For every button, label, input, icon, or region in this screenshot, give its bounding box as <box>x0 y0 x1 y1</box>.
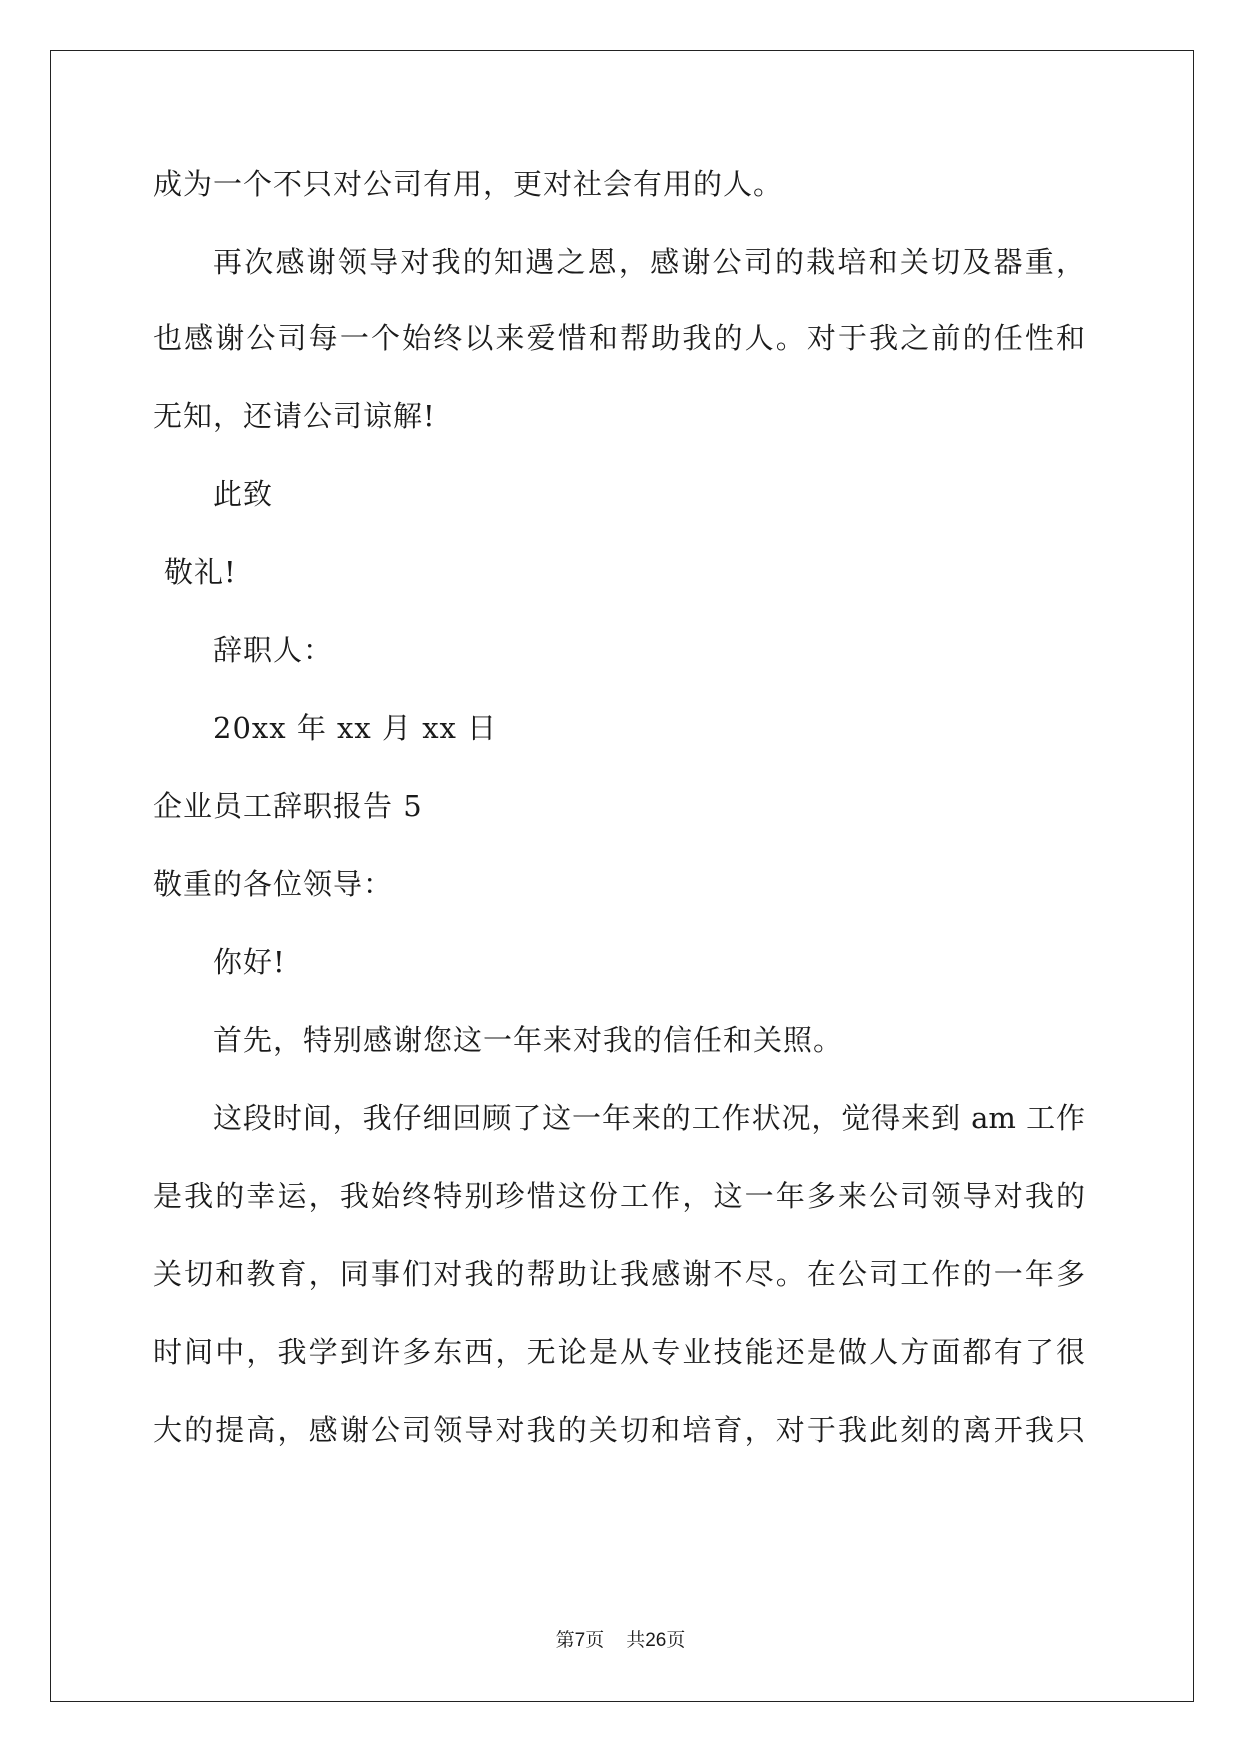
signature-label: 辞职人： <box>213 633 334 667</box>
salutation-line: 此致 <box>213 477 274 511</box>
page-prefix: 第 <box>555 1629 575 1651</box>
page-footer <box>0 1628 1241 1653</box>
body-line: 你好! <box>213 945 286 979</box>
body-line: 再次感谢领导对我的知遇之恩，感谢公司的栽培和关切及器重， <box>213 245 1085 279</box>
body-line: 大的提高，感谢公司领导对我的关切和培育，对于我此刻的离开我只 <box>153 1413 1085 1447</box>
body-line: 首先，特别感谢您这一年来对我的信任和关照。 <box>213 1023 844 1057</box>
page-suffix: 页 <box>585 1629 605 1651</box>
greeting-line: 敬重的各位领导： <box>153 867 394 901</box>
section-title: 企业员工辞职报告 5 <box>153 789 423 823</box>
closing-line: 敬礼! <box>164 555 237 589</box>
body-line: 成为一个不只对公司有用，更对社会有用的人。 <box>153 167 784 201</box>
body-line: 无知，还请公司谅解! <box>153 399 436 433</box>
body-line: 这段时间，我仔细回顾了这一年来的工作状况，觉得来到 am 工作 <box>213 1101 1085 1135</box>
total-pages: 26 <box>645 1630 667 1651</box>
date-line: 20xx 年 xx 月 xx 日 <box>213 711 498 745</box>
body-line: 是我的幸运，我始终特别珍惜这份工作，这一年多来公司领导对我的 <box>153 1179 1085 1213</box>
body-line: 时间中，我学到许多东西，无论是从专业技能还是做人方面都有了很 <box>153 1335 1085 1369</box>
body-line: 也感谢公司每一个始终以来爱惜和帮助我的人。对于我之前的任性和 <box>153 321 1085 355</box>
body-line: 关切和教育，同事们对我的帮助让我感谢不尽。在公司工作的一年多 <box>153 1257 1085 1291</box>
total-prefix: 共 <box>626 1629 646 1651</box>
total-suffix: 页 <box>666 1629 686 1651</box>
page-number: 7 <box>574 1630 586 1651</box>
